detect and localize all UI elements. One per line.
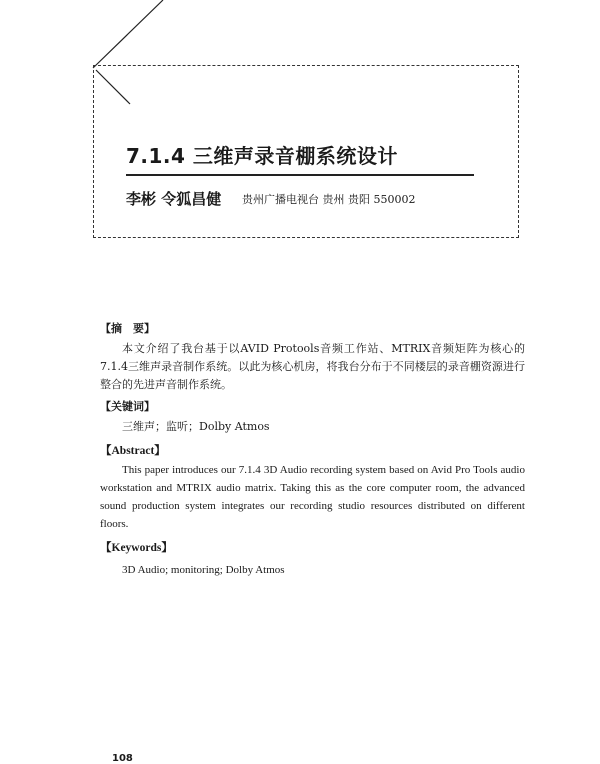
abstract-zh-heading: 【摘 要】 xyxy=(100,322,155,335)
author-names: 李彬 令狐昌健 xyxy=(126,190,222,208)
title-underline xyxy=(126,174,474,176)
keywords-en-heading: 【Keywords】 xyxy=(100,542,173,554)
keywords-en-body: 3D Audio; monitoring; Dolby Atmos xyxy=(122,564,285,576)
abstract-en-body: This paper introduces our 7.1.4 3D Audio recording system based on Avid Pro Tools audio workstation and MTRIX audio matrix. Taking this as the core computer room, the advanced sound production system integrates our recording studio resources distributed on different floors. xyxy=(100,464,525,530)
abstract-section xyxy=(100,321,525,578)
author-affiliation: 贵州广播电视台 贵州 贵阳 550002 xyxy=(242,193,416,206)
paper-title: 7.1.4 三维声录音棚系统设计 xyxy=(126,144,398,168)
abstract-zh-body: 本文介绍了我台基于以AVID Protools音频工作站、MTRIX音频矩阵为核心的7.1.4三维声录音制作系统。以此为核心机房，将我台分布于不同楼层的录音棚资源进行整合的先进声音制作系统。 xyxy=(100,342,525,391)
page-number: 108 xyxy=(112,753,133,764)
keywords-zh-body: 三维声；监听；Dolby Atmos xyxy=(122,420,270,433)
keywords-zh-heading: 【关键词】 xyxy=(100,400,155,413)
abstract-en-heading: 【Abstract】 xyxy=(100,445,166,457)
